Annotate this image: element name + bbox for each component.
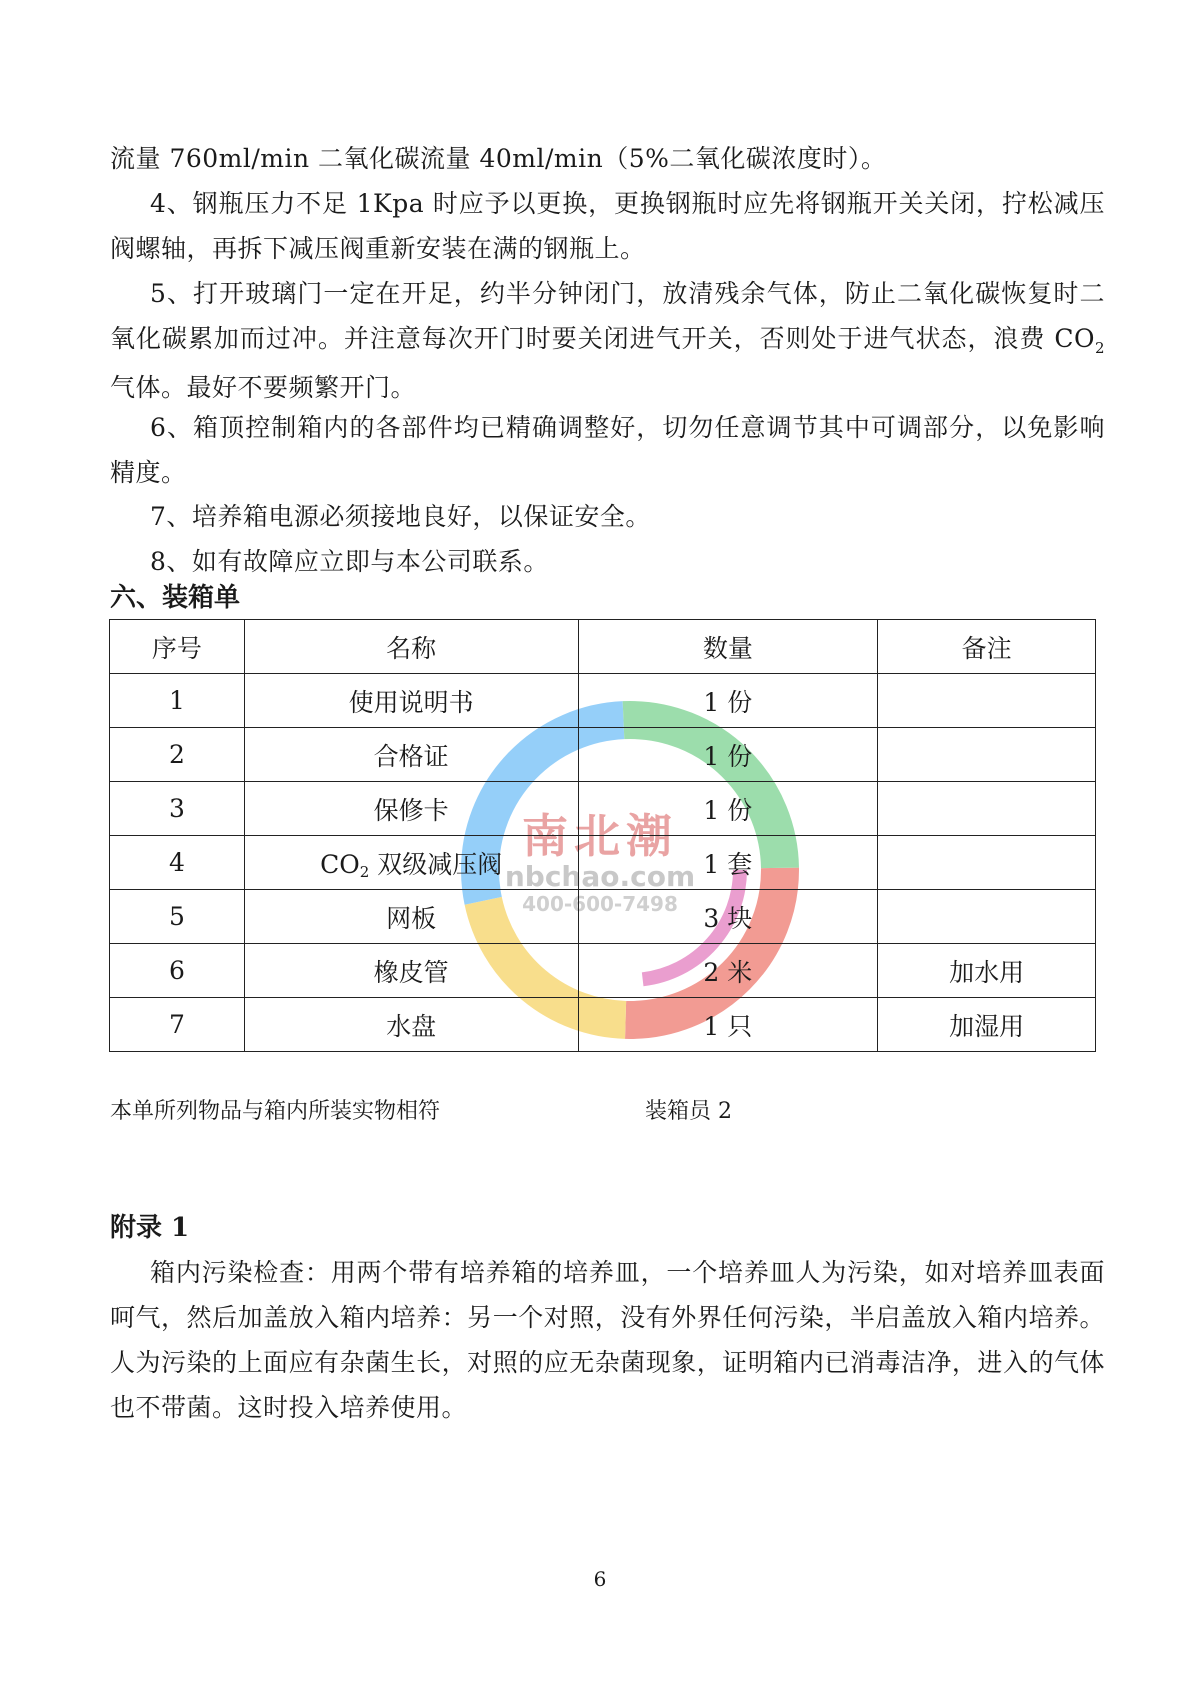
- cell-name: 橡皮管: [244, 944, 578, 998]
- cell-remark: [878, 890, 1096, 944]
- packing-list-table: [109, 619, 1096, 1052]
- cell-quantity: 1 份: [578, 782, 878, 836]
- cell-name-rest: 双级减压阀: [369, 849, 503, 879]
- watermark-phone: 400-600-7498: [522, 892, 678, 916]
- cell-name-subscript: 2: [359, 862, 370, 881]
- header-remark: 备注: [878, 620, 1096, 674]
- table-row: [110, 674, 1096, 728]
- cell-number: 4: [110, 836, 245, 890]
- cell-number: 5: [110, 890, 245, 944]
- cell-quantity: 1 份: [578, 728, 878, 782]
- appendix-body: 箱内污染检查：用两个带有培养箱的培养皿，一个培养皿人为污染，如对培养皿表面呵气，然后加盖放入箱内培养：另一个对照，没有外界任何污染，半启盖放入箱内培养。人为污染的上面应有杂菌生长，对照的应无杂菌现象，证明箱内已消毒洁净，进入的气体也不带菌。这时投入培养使用。: [110, 1258, 1105, 1422]
- header-quantity: 数量: [578, 620, 878, 674]
- table-row: [110, 944, 1096, 998]
- cell-remark: [878, 674, 1096, 728]
- paragraph-item-8: 8、如有故障应立即与本公司联系。: [150, 547, 549, 576]
- watermark-domain: nbchao.com: [504, 860, 696, 893]
- cell-quantity: 1 套: [578, 836, 878, 890]
- paragraph-item-5-text: 5、打开玻璃门一定在开足，约半分钟闭门，放清残余气体，防止二氧化碳恢复时二氧化碳累加而过冲。并注意每次开门时要关闭进气开关，否则处于进气状态，浪费 CO: [110, 279, 1105, 353]
- cell-number: 3: [110, 782, 245, 836]
- cell-name: 水盘: [244, 998, 578, 1052]
- table-row: [110, 836, 1096, 890]
- packing-statement: 本单所列物品与箱内所装实物相符: [110, 1099, 441, 1124]
- cell-remark: 加湿用: [878, 998, 1096, 1052]
- table-row: [110, 728, 1096, 782]
- header-number: 序号: [110, 620, 245, 674]
- cell-name: 合格证: [244, 728, 578, 782]
- cell-number: 1: [110, 674, 245, 728]
- paragraph-item-5-tail: 气体。最好不要频繁开门。: [110, 373, 417, 402]
- cell-quantity: 1 份: [578, 674, 878, 728]
- co2-subscript: 2: [1094, 339, 1105, 357]
- appendix-title: 附录 1: [110, 1213, 190, 1243]
- paragraph-item-7: 7、培养箱电源必须接地良好，以保证安全。: [150, 502, 651, 531]
- cell-remark: [878, 836, 1096, 890]
- cell-remark: 加水用: [878, 944, 1096, 998]
- paragraph-flow-rate: 流量 760ml/min 二氧化碳流量 40ml/min（5%二氧化碳浓度时）。: [110, 144, 887, 173]
- cell-quantity: 3 块: [578, 890, 878, 944]
- cell-number: 6: [110, 944, 245, 998]
- cell-remark: [878, 782, 1096, 836]
- header-name: 名称: [244, 620, 578, 674]
- section-title-packing-list: 六、装箱单: [110, 583, 241, 613]
- packer-label: 装箱员 2: [645, 1099, 732, 1124]
- cell-quantity: 1 只: [578, 998, 878, 1052]
- cell-name: 网板: [244, 890, 578, 944]
- cell-number: 7: [110, 998, 245, 1052]
- page-number: 6: [593, 1567, 607, 1591]
- table-row: [110, 998, 1096, 1052]
- cell-number: 2: [110, 728, 245, 782]
- paragraph-item-5: [110, 271, 1105, 410]
- table-row: [110, 890, 1096, 944]
- watermark-cn: 南北潮: [522, 809, 678, 863]
- table-header-row: [110, 620, 1096, 674]
- cell-name-co: CO: [320, 849, 360, 879]
- table-row: [110, 782, 1096, 836]
- paragraph-item-6: 6、箱顶控制箱内的各部件均已精确调整好，切勿任意调节其中可调部分，以免影响精度。: [110, 413, 1105, 487]
- cell-name: 保修卡: [244, 782, 578, 836]
- cell-name: 使用说明书: [244, 674, 578, 728]
- cell-remark: [878, 728, 1096, 782]
- cell-quantity: 2 米: [578, 944, 878, 998]
- paragraph-item-4: 4、钢瓶压力不足 1Kpa 时应予以更换，更换钢瓶时应先将钢瓶开关关闭，拧松减压阀螺轴，再拆下减压阀重新安装在满的钢瓶上。: [110, 189, 1105, 263]
- cell-name: [244, 836, 578, 890]
